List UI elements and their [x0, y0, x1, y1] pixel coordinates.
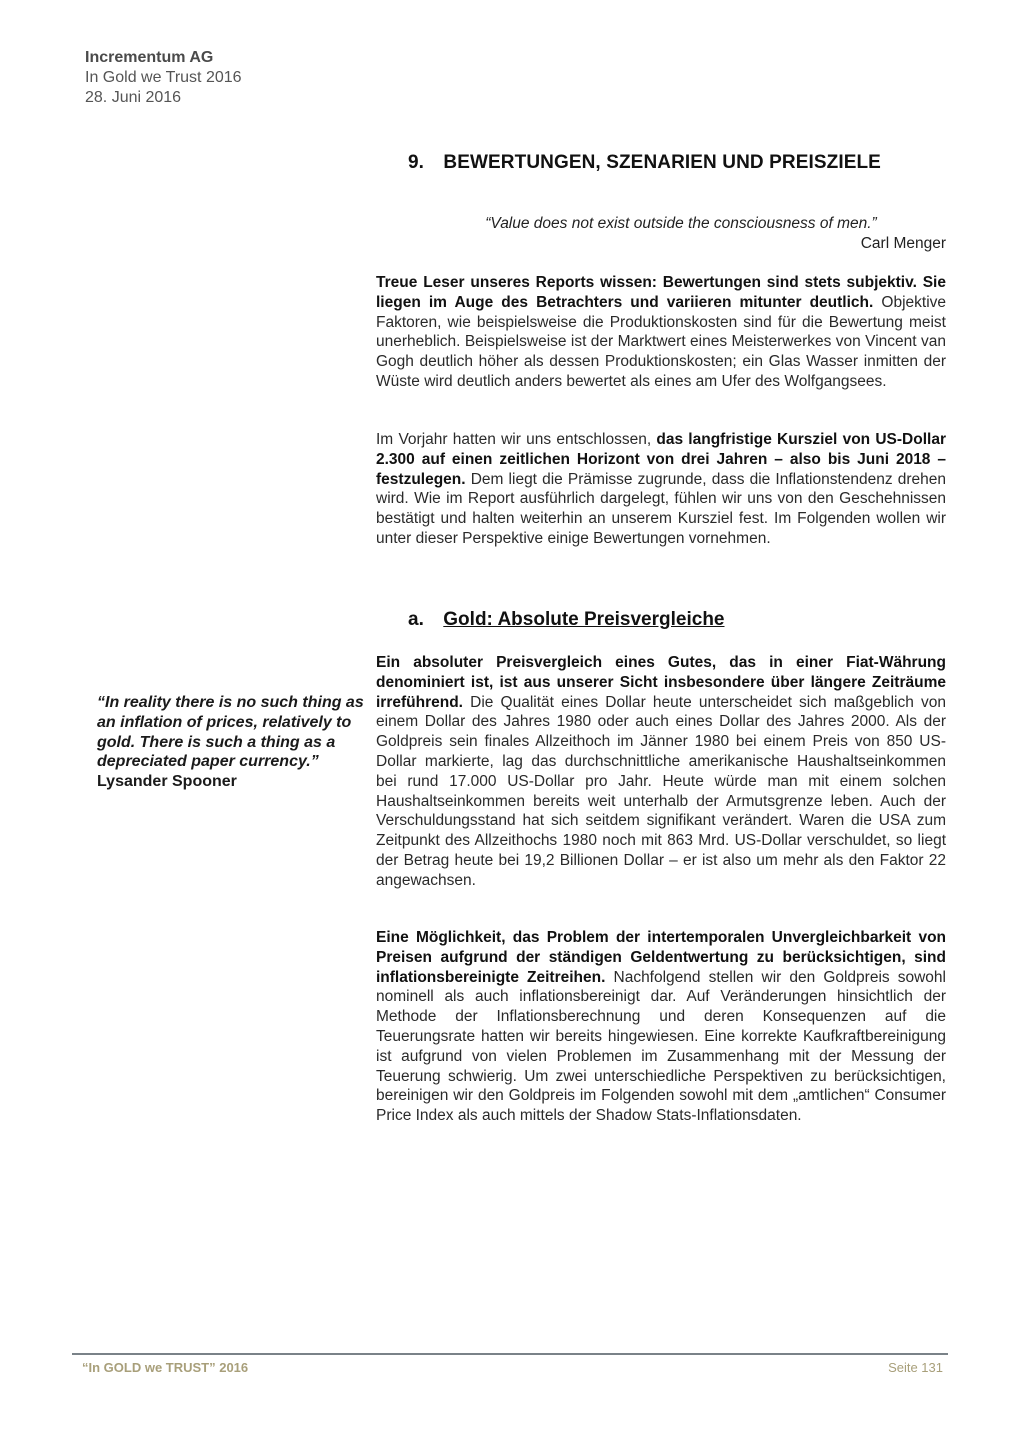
company-name: Incrementum AG	[85, 49, 214, 66]
paragraph-3	[376, 653, 946, 891]
footer-divider	[72, 1353, 948, 1355]
epigraph-author: Carl Menger	[860, 235, 946, 252]
paragraph-3-bold: Ein absoluter Preisvergleich eines Gutes, das in einer Fiat-Währung denominiert ist, ist aus unserer Sicht insbesondere über längere Zeiträume irreführend.	[376, 654, 946, 711]
margin-quote-author: Lysander Spooner	[97, 773, 237, 791]
paragraph-4-bold: Eine Möglichkeit, das Problem der intertemporalen Unvergleichbarkeit von Preisen aufgrund der ständigen Geldentwertung zu berücksichtigen, sind inflationsbereinigte Zeitreihen.	[376, 929, 946, 986]
paragraph-1-bold: Treue Leser unseres Reports wissen: Bewertungen sind stets subjektiv. Sie liegen im Auge des Betrachters und variieren mitunter deutlich.	[376, 274, 946, 311]
page-number: Seite 131	[888, 1360, 943, 1375]
paragraph-4-text: Nachfolgend stellen wir den Goldpreis sowohl nominell als auch inflationsbereinigt dar. Auf Veränderungen hinsichtlich der Methode der Inflationsberechnung und deren Konsequenzen auf die Teuerungsrate hatten wir bereits hingewiesen. Eine korrekte Kaufkraftbereinigung ist aufgrund von vielen Problemen im Zusammenhang mit der Messung der Teuerung schwierig. Um zwei unterschiedliche Perspektiven zu berücksichtigen, bereinigen wir den Goldpreis im Folgenden sowohl mit dem „amtlichen“ Consumer Price Index als auch mittels der Shadow Stats-Inflationsdaten.	[376, 968, 946, 1125]
chapter-title: BEWERTUNGEN, SZENARIEN UND PREISZIELE	[443, 152, 881, 173]
epigraph	[376, 214, 946, 254]
paragraph-2	[376, 430, 946, 549]
margin-quote-text: “In reality there is no such thing as an inflation of prices, relatively to gold. There is such a thing as a depreciated paper currency.”	[97, 694, 364, 771]
paragraph-3-text: Die Qualität eines Dollar heute unterscheidet sich maßgeblich von einem Dollar des Jahres 1980 oder auch eines Dollar des Jahres 2000. Als der Goldpreis sein finales Allzeithoch im Jänner 1980 bei einem Preis von 850 US-Dollar markierte, lag das durchschnittliche amerikanische Haushaltseinkommen bei rund 17.000 US-Dollar pro Jahr. Heute würde man mit einem solchen Haushaltseinkommen bereits weit unterhalb der Armutsgrenze leben. Auch der Verschuldungsstand hat sich seitdem signifikant verändert. Waren die USA zum Zeitpunkt des Allzeithochs 1980 noch mit 863 Mrd. US-Dollar verschuldet, so liegt der Betrag heute bei 19,2 Billionen Dollar – er ist also um mehr als den Faktor 22 angewachsen.	[376, 693, 946, 889]
page-header	[85, 48, 242, 108]
paragraph-2-text: Dem liegt die Prämisse zugrunde, dass die Inflationstendenz drehen wird. Wie im Report ausführlich dargelegt, fühlen wir uns von den Geschehnissen bestätigt und halten weiterhin an unserem Kursziel fest. Im Folgenden wollen wir unter dieser Perspektive einige Bewertungen vornehmen.	[376, 470, 946, 547]
report-title: In Gold we Trust 2016	[85, 69, 242, 86]
paragraph-1-text: Objektive Faktoren, wie beispielsweise die Produktionskosten sind für die Bewertung meist unerheblich. Beispielsweise ist der Marktwert eines Meisterwerkes von Vincent van Gogh deutlich höher als dessen Produktionskosten; ein Glas Wasser inmitten der Wüste wird deutlich anders bewertet als eines am Ufer des Wolfgangsees.	[376, 293, 947, 390]
chapter-number: 9.	[408, 152, 425, 173]
report-date: 28. Juni 2016	[85, 89, 182, 106]
section-number: a.	[408, 609, 424, 630]
paragraph-2-bold: das langfristige Kursziel von US-Dollar 2.300 auf einen zeitlichen Horizont von drei Jahren – also bis Juni 2018 – festzulegen.	[376, 431, 946, 488]
paragraph-1	[376, 273, 946, 392]
section-title: Gold: Absolute Preisvergleiche	[443, 609, 725, 630]
paragraph-2-intro: Im Vorjahr hatten wir uns entschlossen,	[376, 431, 657, 448]
margin-quote	[97, 693, 367, 792]
epigraph-text: “Value does not exist outside the consciousness of men.”	[485, 215, 877, 232]
section-heading	[408, 609, 725, 631]
chapter-heading	[408, 152, 881, 174]
paragraph-4	[376, 928, 946, 1126]
footer-report-name: “In GOLD we TRUST” 2016	[82, 1360, 249, 1375]
